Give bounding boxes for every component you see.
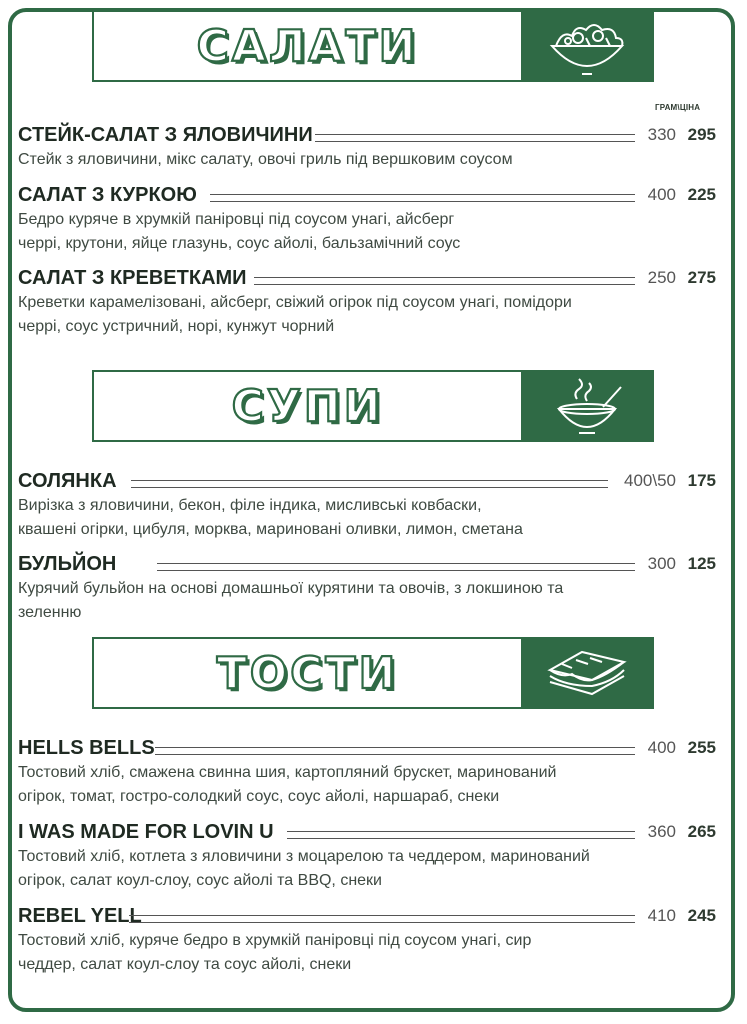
section-banner-salads — [92, 10, 654, 82]
item-description: Вирізка з яловичини, бекон, філе індика, мисливські ковбаски, квашені огірки, цибуля, морква, мариновані оливки, лимон, сметана — [18, 497, 523, 538]
item-name: САЛАТ З КУРКОЮ — [18, 184, 197, 206]
section-banner-toasts — [92, 637, 654, 709]
item-price: 225 — [687, 185, 716, 204]
item-description: Тостовий хліб, куряче бедро в хрумкій паніровці під соусом унагі, сир чеддер, салат коул-слоу та соус айолі, снеки — [18, 932, 532, 973]
item-price: 275 — [687, 268, 716, 287]
leader-line — [287, 831, 635, 839]
menu-item — [18, 901, 718, 977]
leader-line — [210, 194, 635, 202]
item-grams: 400\50 — [624, 471, 676, 490]
item-name: I WAS MADE FOR LOVIN U — [18, 821, 274, 843]
item-price: 245 — [687, 906, 716, 925]
item-grams: 400 — [647, 738, 676, 757]
item-grams: 400 — [647, 185, 676, 204]
section-banner-soups — [92, 370, 654, 442]
section-title: ТОСТИ — [216, 647, 399, 699]
item-grams: 330 — [647, 125, 676, 144]
section-title: САЛАТИ — [196, 20, 419, 72]
item-name: СТЕЙК-САЛАТ З ЯЛОВИЧИНИ — [18, 124, 313, 146]
menu-item — [18, 549, 718, 625]
salad-bowl-icon — [542, 16, 632, 76]
leader-line — [315, 134, 635, 142]
leader-line — [155, 747, 635, 755]
item-price: 255 — [687, 738, 716, 757]
sandwich-icon — [542, 642, 632, 704]
item-price: 295 — [687, 125, 716, 144]
item-description: Курячий бульйон на основі домашньої курятини та овочів, з локшиною та зеленню — [18, 580, 564, 621]
menu-item — [18, 817, 718, 893]
menu-item — [18, 263, 718, 339]
item-description: Бедро куряче в хрумкій паніровці під соусом унагі, айсберг черрі, крутони, яйце глазунь, соус айолі, бальзамічний соус — [18, 211, 461, 252]
menu-item — [18, 180, 718, 256]
item-name: СОЛЯНКА — [18, 470, 117, 492]
leader-line — [157, 563, 635, 571]
item-description: Тостовий хліб, смажена свинна шия, картопляний брускет, маринований огірок, томат, гостро-солодкий соус, соус айолі, наршараб, снеки — [18, 764, 557, 805]
item-grams: 250 — [647, 268, 676, 287]
section-title: СУПИ — [231, 380, 384, 432]
item-description: Тостовий хліб, котлета з яловичини з моцарелою та чеддером, маринований огірок, салат коул-слоу, соус айолі та BBQ, снеки — [18, 848, 590, 889]
item-description: Стейк з яловичини, мікс салату, овочі гриль під вершковим соусом — [18, 151, 513, 168]
menu-item — [18, 120, 718, 172]
item-name: САЛАТ З КРЕВЕТКАМИ — [18, 267, 247, 289]
item-name: БУЛЬЙОН — [18, 553, 117, 575]
item-grams: 300 — [647, 554, 676, 573]
item-price: 125 — [687, 554, 716, 573]
item-price: 175 — [687, 471, 716, 490]
item-description: Креветки карамелізовані, айсберг, свіжий огірок під соусом унагі, помідори черрі, соус устричний, норі, кунжут чорний — [18, 294, 572, 335]
leader-line — [254, 277, 635, 285]
soup-bowl-icon — [547, 375, 627, 437]
menu-item — [18, 733, 718, 809]
item-grams: 360 — [647, 822, 676, 841]
item-grams: 410 — [647, 906, 676, 925]
item-name: HELLS BELLS — [18, 737, 155, 759]
leader-line — [129, 915, 635, 923]
item-price: 265 — [687, 822, 716, 841]
item-name: REBEL YELL — [18, 905, 142, 927]
menu-item — [18, 466, 718, 542]
column-header-grams-price: ГРАМ\ЦІНА — [655, 103, 701, 112]
leader-line — [131, 480, 608, 488]
